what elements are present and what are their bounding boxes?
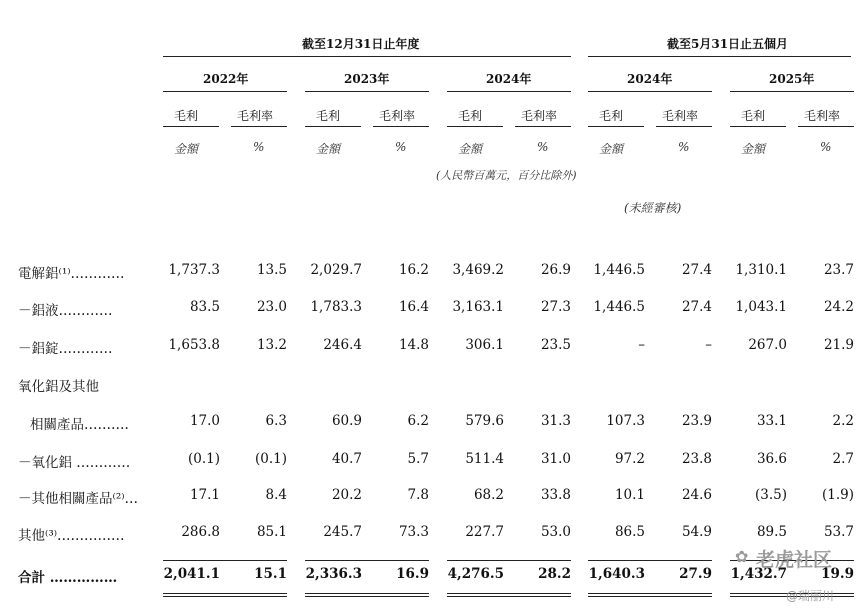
gross-profit-cell: 511.4 [465, 451, 504, 467]
col-gross-2: 毛利 [316, 109, 341, 123]
gross-profit-cell: 2,336.3 [305, 566, 362, 582]
gross-profit-cell: 1,432.7 [730, 566, 787, 582]
gross-profit-cell: 2,029.7 [310, 262, 362, 278]
gross-profit-cell: 246.4 [323, 337, 362, 353]
unit-amount-1: 金額 [174, 142, 199, 156]
total-top-rule-1 [163, 560, 287, 561]
col-margin-3: 毛利率 [521, 109, 558, 123]
year-2024: 2024年 [486, 72, 532, 86]
tiger-logo-icon: ✿ [735, 547, 749, 566]
margin-cell: 53.7 [823, 524, 854, 540]
gross-profit-cell: 10.1 [614, 487, 645, 503]
margin-cell: 28.2 [538, 566, 571, 582]
gross-profit-cell: 1,043.1 [735, 299, 787, 315]
sub-rule-2a [305, 126, 361, 127]
margin-cell: (0.1) [254, 451, 287, 467]
gross-profit-cell: 20.2 [331, 487, 362, 503]
unit-pct-1: % [253, 140, 265, 154]
unit-pct-5: % [820, 140, 832, 154]
sub-rule-5b [798, 126, 854, 127]
row-label: 電解鋁⁽¹⁾………… [18, 266, 125, 282]
margin-cell: 26.9 [540, 262, 571, 278]
gross-profit-cell: 89.5 [756, 524, 787, 540]
margin-cell: 2.7 [832, 451, 854, 467]
watermark-handle: @瑞丽川 [786, 589, 835, 603]
margin-cell: 16.4 [398, 299, 429, 315]
margin-cell: 31.3 [540, 413, 571, 429]
margin-cell: 27.9 [679, 566, 712, 582]
year-rule-2023 [305, 91, 429, 92]
gross-profit-cell: 267.0 [748, 337, 787, 353]
gross-profit-cell: 1,737.3 [168, 262, 220, 278]
col-gross-4: 毛利 [599, 109, 624, 123]
col-gross-1: 毛利 [174, 109, 199, 123]
col-margin-1: 毛利率 [237, 109, 274, 123]
total-double-rule-1 [163, 593, 287, 594]
gross-profit-cell: 83.5 [189, 299, 220, 315]
gross-profit-cell: 306.1 [465, 337, 504, 353]
row-label: －其他相關產品⁽²⁾… [18, 491, 139, 507]
total-double-rule-2 [305, 593, 429, 594]
unit-pct-3: % [537, 140, 549, 154]
gross-profit-cell: 3,469.2 [452, 262, 504, 278]
row-label: 合計 …………… [18, 570, 118, 586]
row-label: －鋁錠………… [18, 341, 113, 357]
row-label: 氧化鋁及其他 [18, 379, 99, 395]
gross-profit-cell: 286.8 [181, 524, 220, 540]
gross-profit-cell: 17.0 [189, 413, 220, 429]
margin-cell: 6.2 [407, 413, 429, 429]
margin-cell: 23.9 [681, 413, 712, 429]
margin-cell: 54.9 [681, 524, 712, 540]
col-margin-4: 毛利率 [662, 109, 699, 123]
gross-profit-cell: 1,446.5 [593, 299, 645, 315]
gross-profit-cell: 68.2 [473, 487, 504, 503]
row-label: －氧化鋁 ………… [18, 455, 131, 471]
margin-cell: 16.9 [396, 566, 429, 582]
margin-cell: 23.5 [540, 337, 571, 353]
unit-amount-2: 金額 [316, 142, 341, 156]
margin-cell: 27.3 [540, 299, 571, 315]
gross-profit-cell: 4,276.5 [447, 566, 504, 582]
sub-rule-1b [231, 126, 287, 127]
unit-pct-2: % [395, 140, 407, 154]
margin-cell: 21.9 [823, 337, 854, 353]
gross-profit-cell: 36.6 [756, 451, 787, 467]
gross-profit-cell: 2,041.1 [163, 566, 220, 582]
gross-profit-cell: 1,783.3 [310, 299, 362, 315]
margin-cell: 33.8 [540, 487, 571, 503]
sub-rule-5a [730, 126, 786, 127]
sub-rule-1a [163, 126, 219, 127]
total-double-rule-3 [447, 593, 571, 594]
gross-profit-cell: 97.2 [614, 451, 645, 467]
sub-rule-3a [447, 126, 503, 127]
margin-cell: 27.4 [681, 262, 712, 278]
col-gross-3: 毛利 [458, 109, 483, 123]
gross-profit-cell: 107.3 [606, 413, 645, 429]
year-rule-2022 [163, 91, 287, 92]
gross-profit-cell: 1,310.1 [735, 262, 787, 278]
unit-amount-5: 金額 [741, 142, 766, 156]
gross-profit-cell: (0.1) [187, 451, 220, 467]
fy-header: 截至12月31日止年度 [302, 37, 420, 51]
gross-profit-cell: 60.9 [331, 413, 362, 429]
gross-profit-cell: 33.1 [756, 413, 787, 429]
gross-profit-cell: 86.5 [614, 524, 645, 540]
margin-cell: 27.4 [681, 299, 712, 315]
margin-cell: (1.9) [821, 487, 854, 503]
total-top-rule-3 [447, 560, 571, 561]
gross-profit-cell: 3,163.1 [452, 299, 504, 315]
col-margin-5: 毛利率 [804, 109, 841, 123]
row-label: －鋁液………… [18, 303, 113, 319]
unit-note: (人民幣百萬元，百分比除外) [436, 169, 577, 182]
margin-cell: 13.2 [256, 337, 287, 353]
margin-cell: 2.2 [832, 413, 854, 429]
year-rule-2025-5m [730, 91, 854, 92]
gross-profit-cell: 1,653.8 [168, 337, 220, 353]
margin-cell: 24.2 [823, 299, 854, 315]
gross-profit-cell: 1,446.5 [593, 262, 645, 278]
gross-profit-cell: 227.7 [465, 524, 504, 540]
margin-cell: 85.1 [256, 524, 287, 540]
unit-pct-4: % [678, 140, 690, 154]
gross-profit-cell: 40.7 [331, 451, 362, 467]
margin-cell: 24.6 [681, 487, 712, 503]
sub-rule-4b [656, 126, 712, 127]
row-label: 其他⁽³⁾…………… [18, 528, 125, 544]
margin-cell: 23.0 [256, 299, 287, 315]
margin-cell: 15.1 [254, 566, 287, 582]
year-rule-2024-5m [588, 91, 712, 92]
margin-cell: 7.8 [407, 487, 429, 503]
gross-profit-cell: 17.1 [189, 487, 220, 503]
margin-cell: 53.0 [540, 524, 571, 540]
margin-cell: 8.4 [265, 487, 287, 503]
watermark-text: 老虎社区 [756, 549, 833, 571]
five-months-header: 截至5月31日止五個月 [667, 37, 789, 51]
margin-cell: 16.2 [398, 262, 429, 278]
year-2022: 2022年 [203, 72, 249, 86]
fy-header-rule [163, 56, 571, 57]
unit-amount-4: 金額 [599, 142, 624, 156]
margin-cell: 23.8 [681, 451, 712, 467]
gross-profit-cell: – [638, 337, 645, 353]
margin-cell: 23.7 [823, 262, 854, 278]
sub-rule-2b [373, 126, 429, 127]
margin-cell: – [705, 337, 712, 353]
margin-cell: 5.7 [407, 451, 429, 467]
total-top-rule-4 [588, 560, 712, 561]
sub-rule-4a [588, 126, 644, 127]
margin-cell: 13.5 [256, 262, 287, 278]
sub-rule-3b [515, 126, 571, 127]
unaudited-note: (未經審核) [624, 201, 682, 215]
year-rule-2024 [447, 91, 571, 92]
col-margin-2: 毛利率 [379, 109, 416, 123]
year-2024-5m: 2024年 [627, 72, 673, 86]
year-2023: 2023年 [344, 72, 390, 86]
row-label: 相關產品………. [30, 417, 129, 433]
year-2025-5m: 2025年 [769, 72, 815, 86]
gross-profit-cell: 1,640.3 [588, 566, 645, 582]
unit-amount-3: 金額 [458, 142, 483, 156]
gross-profit-cell: 245.7 [323, 524, 362, 540]
total-top-rule-2 [305, 560, 429, 561]
gross-profit-cell: (3.5) [754, 487, 787, 503]
margin-cell: 31.0 [540, 451, 571, 467]
total-double-rule-4 [588, 593, 712, 594]
five-months-header-rule [588, 56, 851, 57]
margin-cell: 73.3 [398, 524, 429, 540]
margin-cell: 19.9 [821, 566, 854, 582]
col-gross-5: 毛利 [741, 109, 766, 123]
gross-profit-cell: 579.6 [465, 413, 504, 429]
margin-cell: 14.8 [398, 337, 429, 353]
margin-cell: 6.3 [265, 413, 287, 429]
